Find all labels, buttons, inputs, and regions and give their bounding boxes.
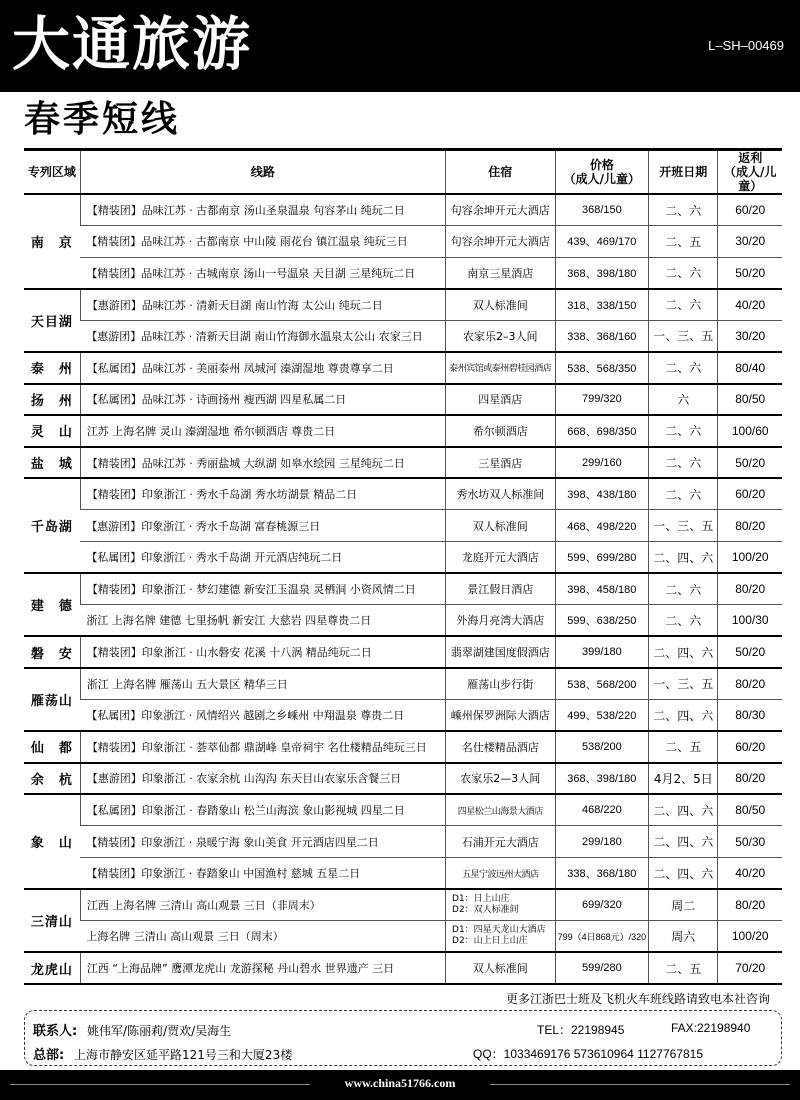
route-cell: 江苏 上海名牌 灵山 溱湖湿地 希尔顿酒店 尊贵二日 — [80, 415, 445, 447]
hq-address: 上海市静安区延平路121号三和大厦23楼 — [74, 1048, 293, 1062]
table-row — [24, 384, 782, 416]
dates-cell: 二、六 — [649, 605, 718, 637]
table-row — [24, 289, 782, 321]
hotel-cell: 秀水坊双人标准间 — [446, 478, 556, 510]
table-row — [24, 415, 782, 447]
hotel-cell: 名仕楼精品酒店 — [446, 731, 556, 763]
more-info-note: 更多江浙巴士班及飞机火车班线路请致电本社咨询 — [505, 992, 770, 1006]
hotel-day2: D2：山上日上山庄 — [452, 936, 528, 947]
hotel-day2: D2：双人标准间 — [452, 905, 519, 916]
region-cell: 盐 城 — [24, 447, 80, 479]
rebate-cell: 100/20 — [718, 921, 782, 953]
hotel-day1: D1：日上山庄 — [452, 894, 510, 905]
table-row — [24, 447, 782, 479]
route-cell: 上海名牌 三清山 高山观景 三日（周末） — [80, 921, 445, 953]
hotel-cell: 双人标准间 — [446, 952, 556, 984]
rebate-cell: 80/20 — [718, 889, 782, 921]
contact-label: 联系人: — [33, 1024, 78, 1039]
table-row — [24, 320, 782, 352]
price-cell: 799（4日868元）/320 — [555, 921, 649, 953]
dates-cell: 二、六 — [649, 447, 718, 479]
hotel-cell: 四星酒店 — [446, 384, 556, 416]
table-row — [24, 826, 782, 858]
route-cell: 【私属团】印象浙江 · 春踏象山 松兰山海滨 象山影视城 四星二日 — [80, 794, 445, 826]
route-cell: 【精装团】印象浙江 · 荟萃仙都 鼎湖峰 皇帝祠宇 名仕楼精品纯玩三日 — [80, 731, 445, 763]
dates-cell: 二、四、六 — [649, 636, 718, 668]
route-cell: 【精装团】印象浙江 · 泉暖宁海 象山美食 开元酒店四星二日 — [80, 826, 445, 858]
dates-cell: 一、三、五 — [649, 320, 718, 352]
price-cell: 368、398/180 — [555, 257, 649, 289]
rebate-cell: 50/20 — [718, 257, 782, 289]
dates-cell: 二、六 — [649, 478, 718, 510]
rebate-cell: 80/20 — [718, 668, 782, 700]
hotel-cell: 龙庭开元大酒店 — [446, 542, 556, 574]
region-cell: 灵 山 — [24, 415, 80, 447]
rebate-cell: 60/20 — [718, 731, 782, 763]
table-row — [24, 921, 782, 953]
region-cell: 泰 州 — [24, 352, 80, 384]
rebate-cell: 100/20 — [718, 542, 782, 574]
hotel-cell: 外海月亮湾大酒店 — [446, 605, 556, 637]
rebate-cell: 30/20 — [718, 226, 782, 258]
dates-cell: 二、六 — [649, 257, 718, 289]
col-hotel: 住宿 — [446, 150, 556, 195]
rebate-cell: 30/20 — [718, 320, 782, 352]
route-cell: 【精装团】品味江苏 · 古都南京 中山陵 雨花台 镇江温泉 纯玩三日 — [80, 226, 445, 258]
route-cell: 浙江 上海名牌 建德 七里扬帆 新安江 大慈岩 四星尊贵二日 — [80, 605, 445, 637]
table-row — [24, 194, 782, 226]
rebate-cell: 80/30 — [718, 700, 782, 732]
price-cell: 318、338/150 — [555, 289, 649, 321]
route-cell: 江西 上海名牌 三清山 高山观景 三日（非周末） — [80, 889, 445, 921]
route-cell: 【私属团】品味江苏 · 美丽泰州 凤城河 溱湖湿地 尊贵尊享二日 — [80, 352, 445, 384]
hotel-cell: 五星宁波远州大酒店 — [446, 857, 556, 889]
hotel-cell: 双人标准间 — [446, 510, 556, 542]
hotel-cell: 泰州宾馆或泰州碧桂园酒店 — [446, 352, 556, 384]
dates-cell: 二、六 — [649, 352, 718, 384]
dates-cell: 二、四、六 — [649, 700, 718, 732]
table-row — [24, 731, 782, 763]
route-cell: 【惠游团】印象浙江 · 农家余杭 山沟沟 东天目山农家乐含餐三日 — [80, 763, 445, 795]
dates-cell: 二、四、六 — [649, 542, 718, 574]
rebate-cell: 80/50 — [718, 384, 782, 416]
price-cell: 499、538/220 — [555, 700, 649, 732]
table-row — [24, 763, 782, 795]
table-row — [24, 605, 782, 637]
region-cell: 象 山 — [24, 794, 80, 889]
contact-line — [33, 1020, 231, 1039]
dates-cell: 周二 — [649, 889, 718, 921]
dates-cell: 一、三、五 — [649, 510, 718, 542]
rebate-cell: 60/20 — [718, 194, 782, 226]
dates-cell: 二、六 — [649, 194, 718, 226]
dates-cell: 二、六 — [649, 289, 718, 321]
hotel-cell: 四星松兰山海景大酒店 — [446, 794, 556, 826]
dates-cell: 一、三、五 — [649, 668, 718, 700]
tel-number: TEL：22198945 — [537, 1023, 625, 1037]
dates-cell: 六 — [649, 384, 718, 416]
route-cell: 【私属团】印象浙江 · 风情绍兴 越剧之乡嵊州 中翔温泉 尊贵二日 — [80, 700, 445, 732]
region-cell: 仙 都 — [24, 731, 80, 763]
price-cell: 599、638/250 — [555, 605, 649, 637]
route-cell: 【精装团】印象浙江 · 梦幻建德 新安江玉温泉 灵栖洞 小资风情二日 — [80, 573, 445, 605]
table-row — [24, 257, 782, 289]
price-cell: 398、438/180 — [555, 478, 649, 510]
rebate-cell: 80/50 — [718, 794, 782, 826]
price-cell: 468、498/220 — [555, 510, 649, 542]
route-cell: 【精装团】印象浙江 · 秀水千岛湖 秀水坊湖景 精品二日 — [80, 478, 445, 510]
rebate-cell: 60/20 — [718, 478, 782, 510]
region-cell: 千岛湖 — [24, 478, 80, 573]
table-row — [24, 857, 782, 889]
rebate-cell: 80/20 — [718, 510, 782, 542]
contact-box — [24, 1010, 782, 1066]
price-cell: 538、568/200 — [555, 668, 649, 700]
col-dates: 开班日期 — [649, 150, 718, 195]
region-cell: 扬 州 — [24, 384, 80, 416]
brand-title: 大通旅游 — [12, 10, 253, 78]
table-row — [24, 478, 782, 510]
hotel-cell: 农家乐2–3人间 — [446, 320, 556, 352]
col-rebate: 返利 （成人/儿童） — [718, 150, 782, 195]
region-cell: 天目湖 — [24, 289, 80, 352]
page-title: 春季短线 — [24, 99, 181, 140]
route-cell: 【精装团】品味江苏 · 秀丽盐城 大纵湖 如皋水绘园 三星纯玩二日 — [80, 447, 445, 479]
rebate-cell: 50/30 — [718, 826, 782, 858]
dates-cell: 二、四、六 — [649, 857, 718, 889]
dates-cell: 二、六 — [649, 573, 718, 605]
route-cell: 江西 “上海品牌” 鹰潭龙虎山 龙游探秘 丹山碧水 世界遗产 三日 — [80, 952, 445, 984]
price-cell: 398、458/180 — [555, 573, 649, 605]
region-cell: 雁荡山 — [24, 668, 80, 731]
rebate-cell: 80/20 — [718, 573, 782, 605]
hotel-cell: 句容余坤开元大酒店 — [446, 226, 556, 258]
table-row — [24, 952, 782, 984]
hotel-cell: 景江假日酒店 — [446, 573, 556, 605]
rebate-cell: 40/20 — [718, 289, 782, 321]
table-row — [24, 668, 782, 700]
hotel-cell: 农家乐2—3人间 — [446, 763, 556, 795]
table-row — [24, 226, 782, 258]
col-region: 专列区域 — [24, 150, 80, 195]
price-cell: 668、698/350 — [555, 415, 649, 447]
price-cell: 338、368/160 — [555, 320, 649, 352]
footer-bar — [0, 1070, 800, 1100]
dates-cell: 二、五 — [649, 952, 718, 984]
price-cell: 338、368/180 — [555, 857, 649, 889]
hotel-cell: 三星酒店 — [446, 447, 556, 479]
hotel-cell: 嵊州保罗洲际大酒店 — [446, 700, 556, 732]
rebate-cell: 70/20 — [718, 952, 782, 984]
table-row — [24, 542, 782, 574]
hotel-cell: 希尔顿酒店 — [446, 415, 556, 447]
route-cell: 【精装团】品味江苏 · 古都南京 汤山圣泉温泉 句容茅山 纯玩二日 — [80, 194, 445, 226]
table-row — [24, 889, 782, 921]
hotel-cell: 南京三星酒店 — [446, 257, 556, 289]
table-header-row — [24, 150, 782, 195]
dates-cell: 二、五 — [649, 226, 718, 258]
price-cell: 599、699/280 — [555, 542, 649, 574]
hotel-cell: 雁荡山步行街 — [446, 668, 556, 700]
table-row — [24, 352, 782, 384]
hotel-cell: 石浦开元大酒店 — [446, 826, 556, 858]
price-cell: 368/150 — [555, 194, 649, 226]
route-cell: 【精装团】印象浙江 · 山水磐安 花溪 十八涡 精品纯玩二日 — [80, 636, 445, 668]
hotel-cell: 翡翠湖建国度假酒店 — [446, 636, 556, 668]
price-cell: 538、568/350 — [555, 352, 649, 384]
route-cell: 【惠游团】品味江苏 · 清新天目湖 南山竹海御水温泉太公山 农家三日 — [80, 320, 445, 352]
route-cell: 【精装团】品味江苏 · 古城南京 汤山一号温泉 天目湖 三星纯玩二日 — [80, 257, 445, 289]
hq-line — [33, 1044, 292, 1063]
region-cell: 余 杭 — [24, 763, 80, 795]
hq-label: 总部: — [33, 1048, 65, 1063]
hotel-cell: 句容余坤开元大酒店 — [446, 194, 556, 226]
header-banner — [0, 0, 800, 92]
table-row — [24, 573, 782, 605]
col-route: 线路 — [80, 150, 445, 195]
dates-cell: 二、四、六 — [649, 794, 718, 826]
rebate-cell: 80/20 — [718, 763, 782, 795]
price-cell: 799/320 — [555, 384, 649, 416]
table-row — [24, 794, 782, 826]
route-cell: 【私属团】品味江苏 · 诗画扬州 瘦西湖 四星私属二日 — [80, 384, 445, 416]
price-cell: 599/280 — [555, 952, 649, 984]
hotel-cell — [446, 921, 556, 953]
qq-numbers: QQ：1033469176 573610964 1127767815 — [473, 1047, 703, 1061]
region-cell: 磐 安 — [24, 636, 80, 668]
table-row — [24, 700, 782, 732]
document-code: L–SH–00469 — [708, 38, 784, 53]
table-row — [24, 636, 782, 668]
route-table — [24, 148, 782, 985]
hotel-day1: D1：四星天龙山大酒店 — [452, 925, 546, 936]
price-cell: 299/160 — [555, 447, 649, 479]
route-cell: 浙江 上海名牌 雁荡山 五大景区 精华三日 — [80, 668, 445, 700]
rebate-cell: 80/40 — [718, 352, 782, 384]
region-cell: 建 德 — [24, 573, 80, 636]
region-cell: 三清山 — [24, 889, 80, 952]
price-cell: 538/200 — [555, 731, 649, 763]
rebate-cell: 40/20 — [718, 857, 782, 889]
price-cell: 399/180 — [555, 636, 649, 668]
route-cell: 【惠游团】印象浙江 · 秀水千岛湖 富春桃源三日 — [80, 510, 445, 542]
price-cell: 299/180 — [555, 826, 649, 858]
route-cell: 【精装团】印象浙江 · 春踏象山 中国渔村 慈城 五星二日 — [80, 857, 445, 889]
col-price: 价格 （成人/儿童） — [555, 150, 649, 195]
hotel-cell — [446, 889, 556, 921]
dates-cell: 4月2、5日 — [649, 763, 718, 795]
dates-cell: 二、五 — [649, 731, 718, 763]
route-cell: 【惠游团】品味江苏 · 清新天目湖 南山竹海 太公山 纯玩二日 — [80, 289, 445, 321]
rebate-cell: 50/20 — [718, 447, 782, 479]
price-cell: 468/220 — [555, 794, 649, 826]
route-cell: 【私属团】印象浙江 · 秀水千岛湖 开元酒店纯玩二日 — [80, 542, 445, 574]
rebate-cell: 50/20 — [718, 636, 782, 668]
dates-cell: 周六 — [649, 921, 718, 953]
region-cell: 龙虎山 — [24, 952, 80, 984]
hotel-cell: 双人标准间 — [446, 289, 556, 321]
website-link[interactable]: www.china51766.com — [344, 1076, 456, 1090]
region-cell: 南 京 — [24, 194, 80, 289]
rebate-cell: 100/60 — [718, 415, 782, 447]
dates-cell: 二、六 — [649, 415, 718, 447]
fax-number: FAX:22198940 — [671, 1021, 751, 1035]
table-row — [24, 510, 782, 542]
contact-names: 姚伟军/陈丽莉/贾欢/吴海生 — [87, 1024, 232, 1038]
price-cell: 439、469/170 — [555, 226, 649, 258]
dates-cell: 二、四、六 — [649, 826, 718, 858]
price-cell: 368、398/180 — [555, 763, 649, 795]
rebate-cell: 100/30 — [718, 605, 782, 637]
price-cell: 699/320 — [555, 889, 649, 921]
